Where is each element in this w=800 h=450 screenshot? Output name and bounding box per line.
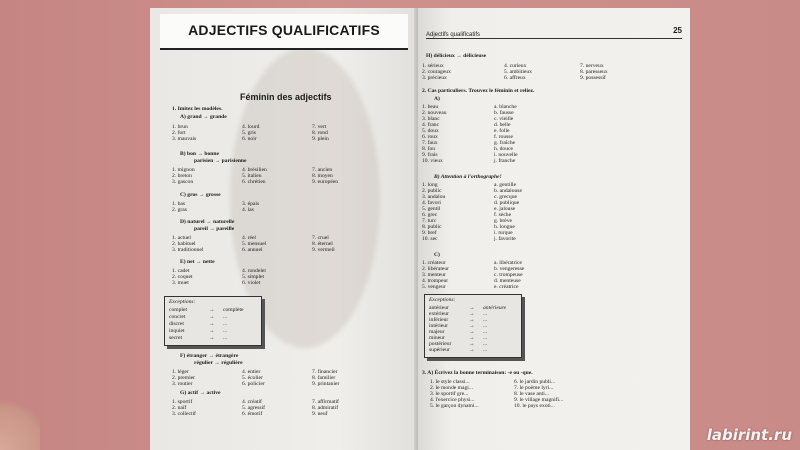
list-item: 6. affreux xyxy=(504,75,526,81)
list-item: 9. possessif xyxy=(580,75,606,81)
list-item: 4. las xyxy=(242,207,254,213)
ex2-b-label: B) Attention à l'orthographe! xyxy=(434,174,502,180)
list-item: b. vengeresse xyxy=(494,266,525,272)
list-item: 2. gras xyxy=(172,207,187,213)
list-item: 9. neuf xyxy=(312,411,328,417)
list-item: c. trompeuse xyxy=(494,272,523,278)
ex1-a-header: A) grand → grande xyxy=(180,114,227,120)
exception-arrow: → xyxy=(209,307,215,313)
exception-answer: ... xyxy=(223,335,228,341)
list-item: a. blanche xyxy=(494,104,517,110)
list-item: 10. sec xyxy=(422,236,438,242)
ex2-a-label: A) xyxy=(434,96,440,102)
list-item: 4. curieux xyxy=(504,63,527,69)
exceptions-label: Exceptions: xyxy=(169,299,196,305)
list-item: 3. andalou xyxy=(422,194,446,200)
list-item: a. libératrice xyxy=(494,260,522,266)
list-item: 6. émotif xyxy=(242,411,263,417)
list-item: i. turque xyxy=(494,230,513,236)
list-item: 2. coquet xyxy=(172,274,193,280)
list-item: 3. gascon xyxy=(172,179,194,185)
list-item: 7. financier xyxy=(312,369,338,375)
exception-answer: ... xyxy=(483,317,488,323)
list-item: 8. le vase anti... xyxy=(514,391,549,397)
list-item: 1. créateur xyxy=(422,260,446,266)
list-item: 3. traditionnel xyxy=(172,247,204,253)
list-item: d. publique xyxy=(494,200,520,206)
exception-arrow: → xyxy=(469,341,475,347)
title-band xyxy=(160,14,408,50)
list-item: 6. chrétien xyxy=(242,179,266,185)
list-item: j. favorite xyxy=(494,236,516,242)
list-item: 7. turc xyxy=(422,218,437,224)
list-item: 7. cruel xyxy=(312,235,329,241)
exception-word: inquiet xyxy=(169,328,185,334)
list-item: 7. vert xyxy=(312,124,327,130)
list-item: i. nouvelle xyxy=(494,152,518,158)
list-item: 2. habituel xyxy=(172,241,196,247)
list-item: 1. long xyxy=(422,182,438,188)
list-item: 9. vermeil xyxy=(312,247,335,253)
ex2-c-label: C) xyxy=(434,252,440,258)
exception-word: inférieur xyxy=(429,317,449,323)
watermark: labirint.ru xyxy=(706,426,792,444)
section-title: Féminin des adjectifs xyxy=(240,92,332,102)
exception-word: discret xyxy=(169,321,184,327)
list-item: 10. le pays exoti... xyxy=(514,403,555,409)
ex1-c-header: C) gros → grosse xyxy=(180,192,221,198)
exception-arrow: → xyxy=(209,335,215,341)
ex1-g-header: G) actif → active xyxy=(180,390,221,396)
list-item: 9. printanier xyxy=(312,381,340,387)
exercise-1-instruction: 1. Imitez les modèles. xyxy=(172,106,223,112)
exception-answer: ... xyxy=(483,335,488,341)
list-item: 5. italien xyxy=(242,173,262,179)
exceptions-box-right xyxy=(424,294,522,358)
list-item: 4. l'exercice physi... xyxy=(430,397,475,403)
list-item: 1. bas xyxy=(172,201,186,207)
list-item: 4. créatif xyxy=(242,399,262,405)
list-item: 3. mauvais xyxy=(172,136,197,142)
list-item: 5. doux xyxy=(422,128,439,134)
list-item: 3. collectif xyxy=(172,411,196,417)
left-page xyxy=(150,8,418,450)
list-item: 5. ambitieux xyxy=(504,69,532,75)
list-item: 1. léger xyxy=(172,369,189,375)
ex1-b-header-2: parisien → parisienne xyxy=(194,158,247,164)
list-item: 4. réel xyxy=(242,235,256,241)
list-item: 1. actuel xyxy=(172,235,191,241)
list-item: g. fraîche xyxy=(494,140,516,146)
list-item: 3. routier xyxy=(172,381,193,387)
list-item: 10. vieux xyxy=(422,158,443,164)
list-item: e. jalouse xyxy=(494,206,516,212)
exception-word: antérieur xyxy=(429,305,449,311)
list-item: 5. gentil xyxy=(422,206,441,212)
exception-arrow: → xyxy=(469,317,475,323)
list-item: 5. mensuel xyxy=(242,241,267,247)
ex1-b-header-1: B) bon → bonne xyxy=(180,151,220,157)
list-item: 6. violet xyxy=(242,280,261,286)
list-item: 4. trompeur xyxy=(422,278,449,284)
list-item: 4. entier xyxy=(242,369,261,375)
list-item: 3. précieux xyxy=(422,75,447,81)
list-item: 9. bref xyxy=(422,230,437,236)
exception-arrow: → xyxy=(209,321,215,327)
exceptions-label: Exceptions: xyxy=(429,297,456,303)
list-item: 1. cadet xyxy=(172,268,190,274)
list-item: h. longue xyxy=(494,224,515,230)
hand-edge xyxy=(0,390,40,450)
exception-answer: ... xyxy=(223,314,228,320)
exception-word: concret xyxy=(169,314,186,320)
list-item: g. brève xyxy=(494,218,513,224)
list-item: 7. le poème lyri... xyxy=(514,385,554,391)
list-item: 1. beau xyxy=(422,104,439,110)
list-item: 3. muet xyxy=(172,280,189,286)
exception-answer: antérieure xyxy=(483,305,507,311)
running-head xyxy=(426,26,682,39)
exception-arrow: → xyxy=(469,323,475,329)
exception-answer: ... xyxy=(483,341,488,347)
list-item: 8. fou xyxy=(422,146,436,152)
exception-word: mineur xyxy=(429,335,445,341)
exception-arrow: → xyxy=(209,314,215,320)
running-head-text: Adjectifs qualificatifs xyxy=(426,32,481,38)
ex1-d-header-1: D) naturel → naturelle xyxy=(180,219,235,225)
exception-arrow: → xyxy=(469,305,475,311)
list-item: 1. le style classi... xyxy=(430,379,470,385)
list-item: 4. franc xyxy=(422,122,440,128)
exception-answer: ... xyxy=(483,311,488,317)
exception-answer: ... xyxy=(223,328,228,334)
list-item: j. franche xyxy=(494,158,516,164)
list-item: 8. éternel xyxy=(312,241,333,247)
list-item: 5. simplet xyxy=(242,274,265,280)
list-item: 5. écolier xyxy=(242,375,263,381)
list-item: b. andalouse xyxy=(494,188,522,194)
list-item: c. vieille xyxy=(494,116,514,122)
list-item: c. grecque xyxy=(494,194,517,200)
list-item: 4. favori xyxy=(422,200,441,206)
list-item: 8. paresseux xyxy=(580,69,608,75)
list-item: 5. agressif xyxy=(242,405,265,411)
list-item: e. folle xyxy=(494,128,510,134)
list-item: d. menteuse xyxy=(494,278,521,284)
exception-word: secret xyxy=(169,335,183,341)
exercise-2-instruction: 2. Cas particuliers. Trouvez le féminin et reliez. xyxy=(422,88,535,94)
list-item: h. douce xyxy=(494,146,513,152)
exception-arrow: → xyxy=(209,328,215,334)
exception-answer: complète xyxy=(223,307,244,313)
exception-word: extérieur xyxy=(429,311,449,317)
list-item: 9. frais xyxy=(422,152,438,158)
list-item: 8. familier xyxy=(312,375,336,381)
ex1-f-header-2: régulier → régulière xyxy=(194,360,243,366)
list-item: 5. le garçon dynami... xyxy=(430,403,479,409)
list-item: 4. rondelet xyxy=(242,268,266,274)
list-item: 3. épais xyxy=(242,201,260,207)
list-item: 3. menteur xyxy=(422,272,446,278)
list-item: f. sèche xyxy=(494,212,512,218)
exception-word: supérieur xyxy=(429,347,450,353)
list-item: 4. lourd xyxy=(242,124,260,130)
list-item: b. fausse xyxy=(494,110,514,116)
list-item: 6. grec xyxy=(422,212,438,218)
list-item: 7. affirmatif xyxy=(312,399,339,405)
exceptions-box-left xyxy=(164,296,262,346)
exercise-3-instruction: 3. A) Écrivez la bonne terminaison: -e ou -que. xyxy=(422,370,533,376)
list-item: a. gentille xyxy=(494,182,517,188)
list-item: 8. public xyxy=(422,224,442,230)
page-number: 25 xyxy=(673,26,682,35)
exception-word: postérieur xyxy=(429,341,452,347)
list-item: 6. noir xyxy=(242,136,257,142)
exception-answer: ... xyxy=(223,321,228,327)
ex1-f-header-1: F) étranger → étrangère xyxy=(180,353,239,359)
list-item: 2. naïf xyxy=(172,405,187,411)
ex1-e-header: E) net → nette xyxy=(180,259,215,265)
ex1-d-header-2: pareil → pareille xyxy=(194,226,235,232)
list-item: 3. blanc xyxy=(422,116,440,122)
list-item: 2. le monde magi... xyxy=(430,385,474,391)
list-item: 6. annuel xyxy=(242,247,263,253)
list-item: 1. mignon xyxy=(172,167,195,173)
exception-arrow: → xyxy=(469,329,475,335)
list-item: 2. libérateur xyxy=(422,266,450,272)
exception-word: complet xyxy=(169,307,188,313)
list-item: 2. public xyxy=(422,188,442,194)
list-item: 1. brun xyxy=(172,124,188,130)
list-item: 3. le sportif gre... xyxy=(430,391,469,397)
list-item: f. rousse xyxy=(494,134,513,140)
list-item: 9. plein xyxy=(312,136,329,142)
exception-answer: ... xyxy=(483,347,488,353)
right-page xyxy=(418,8,690,450)
list-item: e. créatrice xyxy=(494,284,519,290)
list-item: 5. vengeur xyxy=(422,284,446,290)
list-item: 6. roux xyxy=(422,134,438,140)
list-item: 7. faux xyxy=(422,140,438,146)
list-item: d. belle xyxy=(494,122,511,128)
list-item: 8. admiratif xyxy=(312,405,339,411)
list-item: 5. gris xyxy=(242,130,256,136)
list-item: 1. sérieux xyxy=(422,63,444,69)
list-item: 9. le village magnifi... xyxy=(514,397,564,403)
list-item: 8. rond xyxy=(312,130,328,136)
list-item: 7. ancien xyxy=(312,167,333,173)
exception-answer: ... xyxy=(483,329,488,335)
ex1-h-header: H) délicieux → délicieuse xyxy=(426,53,487,59)
exception-answer: ... xyxy=(483,323,488,329)
list-item: 2. breton xyxy=(172,173,192,179)
exception-arrow: → xyxy=(469,311,475,317)
list-item: 2. courageux xyxy=(422,69,451,75)
list-item: 6. policier xyxy=(242,381,265,387)
exception-arrow: → xyxy=(469,347,475,353)
exception-arrow: → xyxy=(469,335,475,341)
list-item: 6. le jardin publi... xyxy=(514,379,556,385)
exception-word: majeur xyxy=(429,329,445,335)
list-item: 7. nerveux xyxy=(580,63,604,69)
list-item: 8. moyen xyxy=(312,173,333,179)
list-item: 9. européen xyxy=(312,179,339,185)
list-item: 1. sportif xyxy=(172,399,193,405)
exception-word: intérieur xyxy=(429,323,448,329)
list-item: 2. nouveau xyxy=(422,110,447,116)
page-title: ADJECTIFS QUALIFICATIFS xyxy=(188,22,380,38)
list-item: 2. premier xyxy=(172,375,195,381)
list-item: 4. brésilien xyxy=(242,167,267,173)
list-item: 2. fort xyxy=(172,130,186,136)
